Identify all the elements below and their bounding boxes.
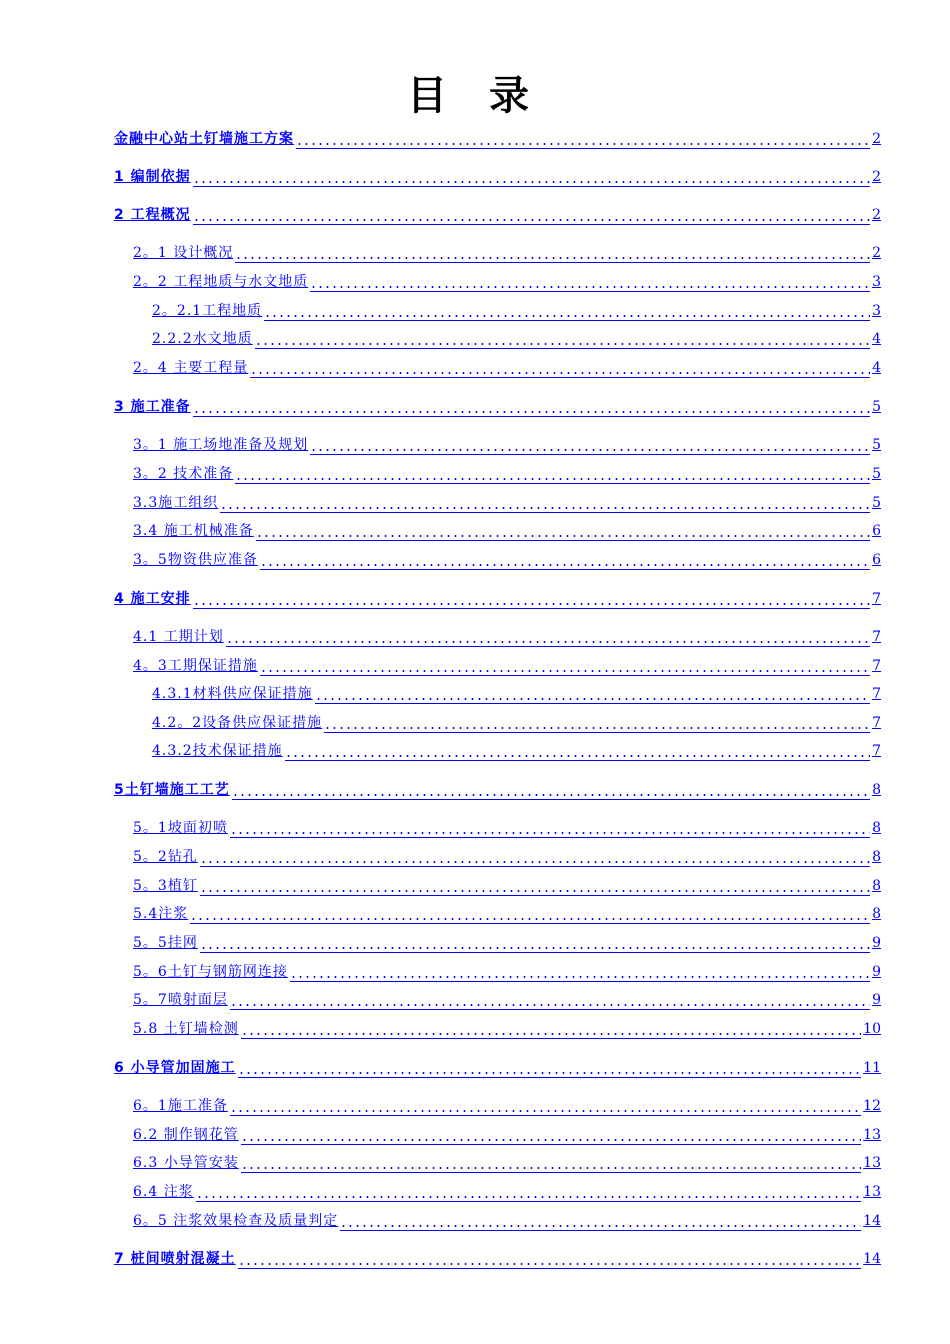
toc-leader-dots bbox=[193, 165, 870, 187]
toc-entry[interactable] bbox=[114, 127, 881, 149]
toc-entry[interactable] bbox=[152, 739, 881, 761]
toc-entry-label: 6.4 注浆 bbox=[133, 1184, 194, 1200]
toc-entry-page-number: 14 bbox=[863, 1213, 881, 1229]
toc-entry-label: 3.3施工组织 bbox=[133, 495, 219, 511]
toc-leader-dots bbox=[285, 739, 870, 761]
toc-title: 目 录 bbox=[407, 73, 543, 119]
toc-leader-dots bbox=[230, 1094, 861, 1116]
toc-entry-page-number: 2 bbox=[872, 207, 881, 223]
toc-leader-dots bbox=[190, 902, 870, 924]
toc-entry-page-number: 13 bbox=[863, 1155, 881, 1171]
toc-entry-page-number: 10 bbox=[863, 1021, 881, 1037]
toc-leader-dots bbox=[264, 299, 870, 321]
toc-entry[interactable] bbox=[133, 548, 881, 570]
toc-entry-page-number: 7 bbox=[872, 591, 881, 607]
toc-entry-label: 5。5挂网 bbox=[133, 935, 198, 951]
toc-entry[interactable] bbox=[133, 845, 881, 867]
toc-entry-label: 2.2.2水文地质 bbox=[152, 331, 253, 347]
toc-entry-label: 5土钉墙施工工艺 bbox=[114, 782, 230, 798]
toc-leader-dots bbox=[196, 1180, 861, 1202]
toc-entry-label: 2。2.1工程地质 bbox=[152, 303, 263, 319]
toc-entry[interactable] bbox=[133, 241, 881, 263]
toc-leader-dots bbox=[340, 1209, 861, 1231]
toc-entry-page-number: 13 bbox=[863, 1184, 881, 1200]
toc-entry-label: 4.2。2设备供应保证措施 bbox=[152, 715, 323, 731]
toc-entry[interactable] bbox=[133, 1151, 881, 1173]
toc-entry-page-number: 9 bbox=[872, 964, 881, 980]
toc-leader-dots bbox=[315, 682, 870, 704]
toc-entry[interactable] bbox=[133, 1123, 881, 1145]
toc-entry[interactable] bbox=[133, 931, 881, 953]
toc-leader-dots bbox=[235, 462, 870, 484]
toc-entry[interactable] bbox=[114, 165, 881, 187]
toc-entry-label: 2。2 工程地质与水文地质 bbox=[133, 274, 309, 290]
toc-entry[interactable] bbox=[133, 1094, 881, 1116]
toc-entry-label: 6 小导管加固施工 bbox=[114, 1060, 236, 1076]
toc-entry[interactable] bbox=[152, 327, 881, 349]
toc-leader-dots bbox=[235, 241, 870, 263]
toc-entry-label: 2。4 主要工程量 bbox=[133, 360, 249, 376]
toc-entry-page-number: 5 bbox=[872, 495, 881, 511]
toc-leader-dots bbox=[230, 816, 870, 838]
toc-entry-page-number: 7 bbox=[872, 629, 881, 645]
toc-entry-label: 金融中心站土钉墙施工方案 bbox=[114, 131, 294, 147]
toc-entry[interactable] bbox=[133, 356, 881, 378]
toc-entry-page-number: 13 bbox=[863, 1127, 881, 1143]
toc-entry-page-number: 5 bbox=[872, 399, 881, 415]
toc-entry-page-number: 5 bbox=[872, 437, 881, 453]
toc-entry[interactable] bbox=[133, 433, 881, 455]
toc-entry[interactable] bbox=[114, 587, 881, 609]
toc-entry-page-number: 8 bbox=[872, 878, 881, 894]
toc-leader-dots bbox=[310, 433, 870, 455]
toc-entry-label: 3。1 施工场地准备及规划 bbox=[133, 437, 309, 453]
toc-entry[interactable] bbox=[133, 902, 881, 924]
toc-entry[interactable] bbox=[114, 203, 881, 225]
toc-entry[interactable] bbox=[133, 1017, 881, 1039]
toc-entry[interactable] bbox=[114, 1056, 881, 1078]
toc-entry-page-number: 12 bbox=[863, 1098, 881, 1114]
toc-entry-label: 2。1 设计概况 bbox=[133, 245, 234, 261]
toc-entry[interactable] bbox=[114, 395, 881, 417]
toc-entry[interactable] bbox=[133, 519, 881, 541]
toc-entry-page-number: 3 bbox=[872, 303, 881, 319]
toc-leader-dots bbox=[310, 270, 870, 292]
toc-entry-page-number: 5 bbox=[872, 466, 881, 482]
toc-entry[interactable] bbox=[133, 1180, 881, 1202]
toc-entry[interactable] bbox=[152, 711, 881, 733]
toc-leader-dots bbox=[226, 625, 870, 647]
toc-entry-page-number: 2 bbox=[872, 245, 881, 261]
toc-entry[interactable] bbox=[133, 654, 881, 676]
toc-leader-dots bbox=[230, 988, 870, 1010]
toc-entry-label: 6.2 制作钢花管 bbox=[133, 1127, 239, 1143]
toc-leader-dots bbox=[290, 960, 870, 982]
toc-leader-dots bbox=[241, 1151, 861, 1173]
toc-entry-page-number: 8 bbox=[872, 906, 881, 922]
toc-entry[interactable] bbox=[133, 1209, 881, 1231]
toc-leader-dots bbox=[200, 931, 870, 953]
toc-leader-dots bbox=[193, 203, 870, 225]
toc-entry-label: 4.3.2技术保证措施 bbox=[152, 743, 283, 759]
toc-entry-label: 4.3.1材料供应保证措施 bbox=[152, 686, 313, 702]
toc-entry-page-number: 7 bbox=[872, 658, 881, 674]
toc-entry-page-number: 8 bbox=[872, 849, 881, 865]
toc-leader-dots bbox=[220, 491, 870, 513]
toc-entry-page-number: 7 bbox=[872, 686, 881, 702]
toc-entry-page-number: 9 bbox=[872, 935, 881, 951]
toc-leader-dots bbox=[260, 654, 870, 676]
toc-entry-label: 5。3植钉 bbox=[133, 878, 198, 894]
toc-entry[interactable] bbox=[133, 960, 881, 982]
toc-leader-dots bbox=[250, 356, 870, 378]
toc-entry-page-number: 6 bbox=[872, 552, 881, 568]
toc-entry-page-number: 4 bbox=[872, 360, 881, 376]
toc-entry-label: 5。1坡面初喷 bbox=[133, 820, 228, 836]
toc-leader-dots bbox=[255, 327, 870, 349]
toc-entry-page-number: 6 bbox=[872, 523, 881, 539]
toc-leader-dots bbox=[232, 778, 870, 800]
toc-entry[interactable] bbox=[114, 1247, 881, 1269]
toc-leader-dots bbox=[200, 874, 870, 896]
toc-entry-page-number: 2 bbox=[872, 169, 881, 185]
toc-entry-label: 6.3 小导管安装 bbox=[133, 1155, 239, 1171]
toc-entry-page-number: 7 bbox=[872, 715, 881, 731]
toc-entry-label: 6。5 注浆效果检查及质量判定 bbox=[133, 1213, 339, 1229]
toc-leader-dots bbox=[241, 1017, 861, 1039]
toc-entry[interactable] bbox=[133, 270, 881, 292]
toc-leader-dots bbox=[200, 845, 870, 867]
toc-leader-dots bbox=[238, 1247, 862, 1269]
toc-entry-page-number: 4 bbox=[872, 331, 881, 347]
toc-entry[interactable] bbox=[133, 988, 881, 1010]
toc-entry[interactable] bbox=[152, 299, 881, 321]
toc-leader-dots bbox=[238, 1056, 862, 1078]
toc-entry-page-number: 3 bbox=[872, 274, 881, 290]
toc-entry-label: 5。7喷射面层 bbox=[133, 992, 228, 1008]
toc-entry[interactable] bbox=[152, 682, 881, 704]
toc-entry-page-number: 8 bbox=[872, 820, 881, 836]
toc-entry[interactable] bbox=[133, 816, 881, 838]
toc-entry-page-number: 7 bbox=[872, 743, 881, 759]
toc-leader-dots bbox=[256, 519, 870, 541]
toc-entry-label: 3。5物资供应准备 bbox=[133, 552, 258, 568]
toc-entry-label: 4。3工期保证措施 bbox=[133, 658, 258, 674]
toc-leader-dots bbox=[193, 395, 870, 417]
toc-entry[interactable] bbox=[133, 625, 881, 647]
toc-leader-dots bbox=[260, 548, 870, 570]
toc-entry[interactable] bbox=[133, 874, 881, 896]
toc-entry[interactable] bbox=[133, 462, 881, 484]
toc-entry-label: 4 施工安排 bbox=[114, 591, 191, 607]
toc-leader-dots bbox=[193, 587, 870, 609]
toc-entry-label: 5。6土钉与钢筋网连接 bbox=[133, 964, 288, 980]
toc-entry-label: 3.4 施工机械准备 bbox=[133, 523, 254, 539]
toc-entry-label: 7 桩间喷射混凝土 bbox=[114, 1251, 236, 1267]
toc-entry-page-number: 8 bbox=[872, 782, 881, 798]
toc-entry-label: 5.8 土钉墙检测 bbox=[133, 1021, 239, 1037]
toc-entry-label: 3 施工准备 bbox=[114, 399, 191, 415]
toc-entry-label: 3。2 技术准备 bbox=[133, 466, 234, 482]
toc-leader-dots bbox=[296, 127, 870, 149]
toc-entry-page-number: 11 bbox=[863, 1060, 881, 1076]
toc-entry-label: 5。2钻孔 bbox=[133, 849, 198, 865]
toc-leader-dots bbox=[324, 711, 870, 733]
toc-entry[interactable] bbox=[133, 491, 881, 513]
toc-leader-dots bbox=[241, 1123, 861, 1145]
toc-entry-label: 4.1 工期计划 bbox=[133, 629, 224, 645]
toc-entry-label: 5.4注浆 bbox=[133, 906, 189, 922]
toc-entry-page-number: 2 bbox=[872, 131, 881, 147]
toc-entry-page-number: 9 bbox=[872, 992, 881, 1008]
toc-entry-page-number: 14 bbox=[863, 1251, 881, 1267]
toc-entry-label: 6。1施工准备 bbox=[133, 1098, 228, 1114]
toc-entry-label: 2 工程概况 bbox=[114, 207, 191, 223]
toc-entry-label: 1 编制依据 bbox=[114, 169, 191, 185]
toc-entry[interactable] bbox=[114, 778, 881, 800]
